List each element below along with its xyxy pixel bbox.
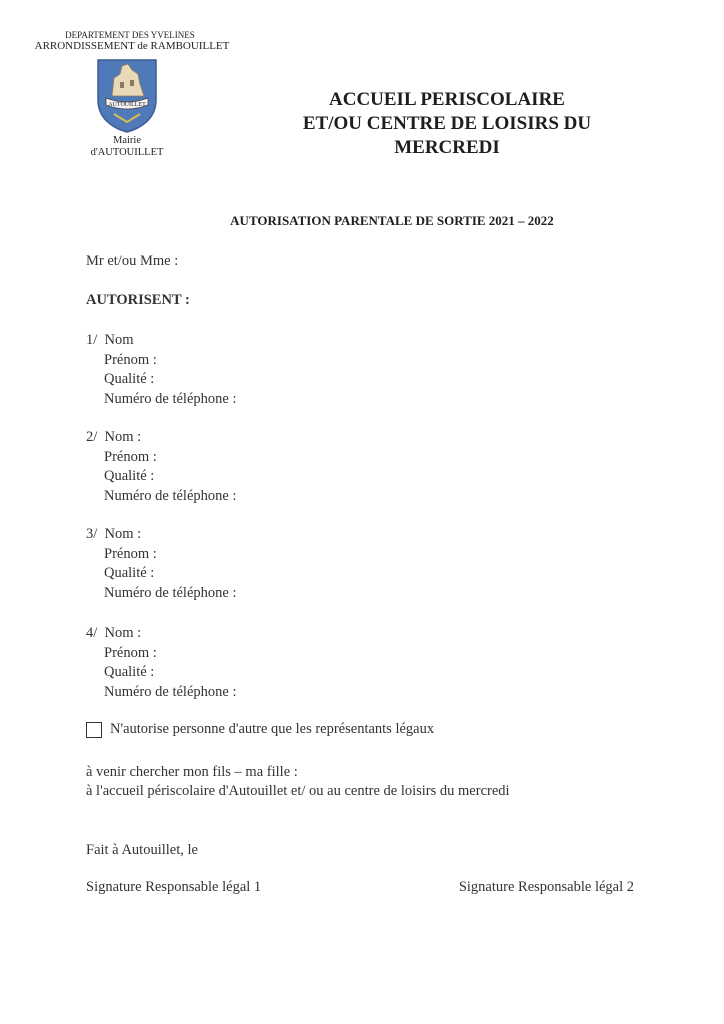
form-subtitle: AUTORISATION PARENTALE DE SORTIE 2021 – 2022 — [230, 213, 554, 228]
signature-1-label: Signature Responsable légal 1 — [86, 879, 262, 895]
fait-a-label: Fait à Autouillet, le — [86, 842, 198, 858]
entry-qualite-label: Qualité : — [104, 468, 155, 484]
entry-number: 3/ — [86, 526, 98, 542]
entry-nom-label: Nom : — [104, 526, 142, 542]
mairie-line-2: d'AUTOUILLET — [90, 147, 164, 158]
authorized-person-1 — [86, 331, 236, 409]
entry-telephone-label: Numéro de téléphone : — [104, 487, 237, 504]
entry-telephone-label: Numéro de téléphone : — [104, 390, 237, 407]
authorized-person-4 — [86, 624, 236, 702]
mairie-label — [82, 135, 172, 159]
title-line-2: ET/OU CENTRE DE LOISIRS DU — [302, 113, 592, 134]
entry-nom-label: Nom — [104, 332, 134, 348]
entry-prenom-label: Prénom : — [104, 644, 157, 661]
entry-qualite-label: Qualité : — [104, 371, 155, 387]
entry-prenom-label: Prénom : — [104, 448, 157, 465]
entry-number: 2/ — [86, 429, 98, 445]
pickup-line-1: à venir chercher mon fils – ma fille : — [86, 764, 298, 780]
page-title — [262, 88, 632, 160]
entry-nom-label: Nom : — [104, 429, 142, 445]
title-line-1: ACCUEIL PERISCOLAIRE — [329, 89, 565, 110]
entry-qualite-label: Qualité : — [104, 664, 155, 680]
checkbox-label: N'autorise personne d'autre que les représentants légaux — [110, 721, 435, 737]
title-line-3: MERCREDI — [394, 137, 500, 158]
entry-telephone-label: Numéro de téléphone : — [104, 683, 237, 700]
authorized-person-3 — [86, 525, 236, 603]
department-label: DEPARTEMENT DES YVELINES — [65, 30, 195, 40]
entry-qualite-label: Qualité : — [104, 565, 155, 581]
town-crest-icon — [92, 56, 162, 134]
entry-prenom-label: Prénom : — [104, 545, 157, 562]
entry-number: 4/ — [86, 625, 98, 641]
pickup-line-2: à l'accueil périscolaire d'Autouillet et/ ou au centre de loisirs du mercredi — [86, 783, 510, 799]
entry-nom-label: Nom : — [104, 625, 142, 641]
parents-label: Mr et/ou Mme : — [86, 253, 179, 269]
entry-prenom-label: Prénom : — [104, 351, 157, 368]
signature-2-label: Signature Responsable légal 2 — [458, 879, 634, 895]
authorized-person-2 — [86, 428, 236, 506]
arrondissement-label: ARRONDISSEMENT de RAMBOUILLET — [34, 40, 230, 52]
crest-ribbon-text: AUTOUILLET — [108, 102, 146, 108]
no-one-else-checkbox[interactable] — [86, 722, 102, 738]
mairie-line-1: Mairie — [113, 135, 141, 146]
entry-telephone-label: Numéro de téléphone : — [104, 584, 237, 601]
entry-number: 1/ — [86, 332, 98, 348]
autorisent-label: AUTORISENT : — [86, 292, 190, 308]
